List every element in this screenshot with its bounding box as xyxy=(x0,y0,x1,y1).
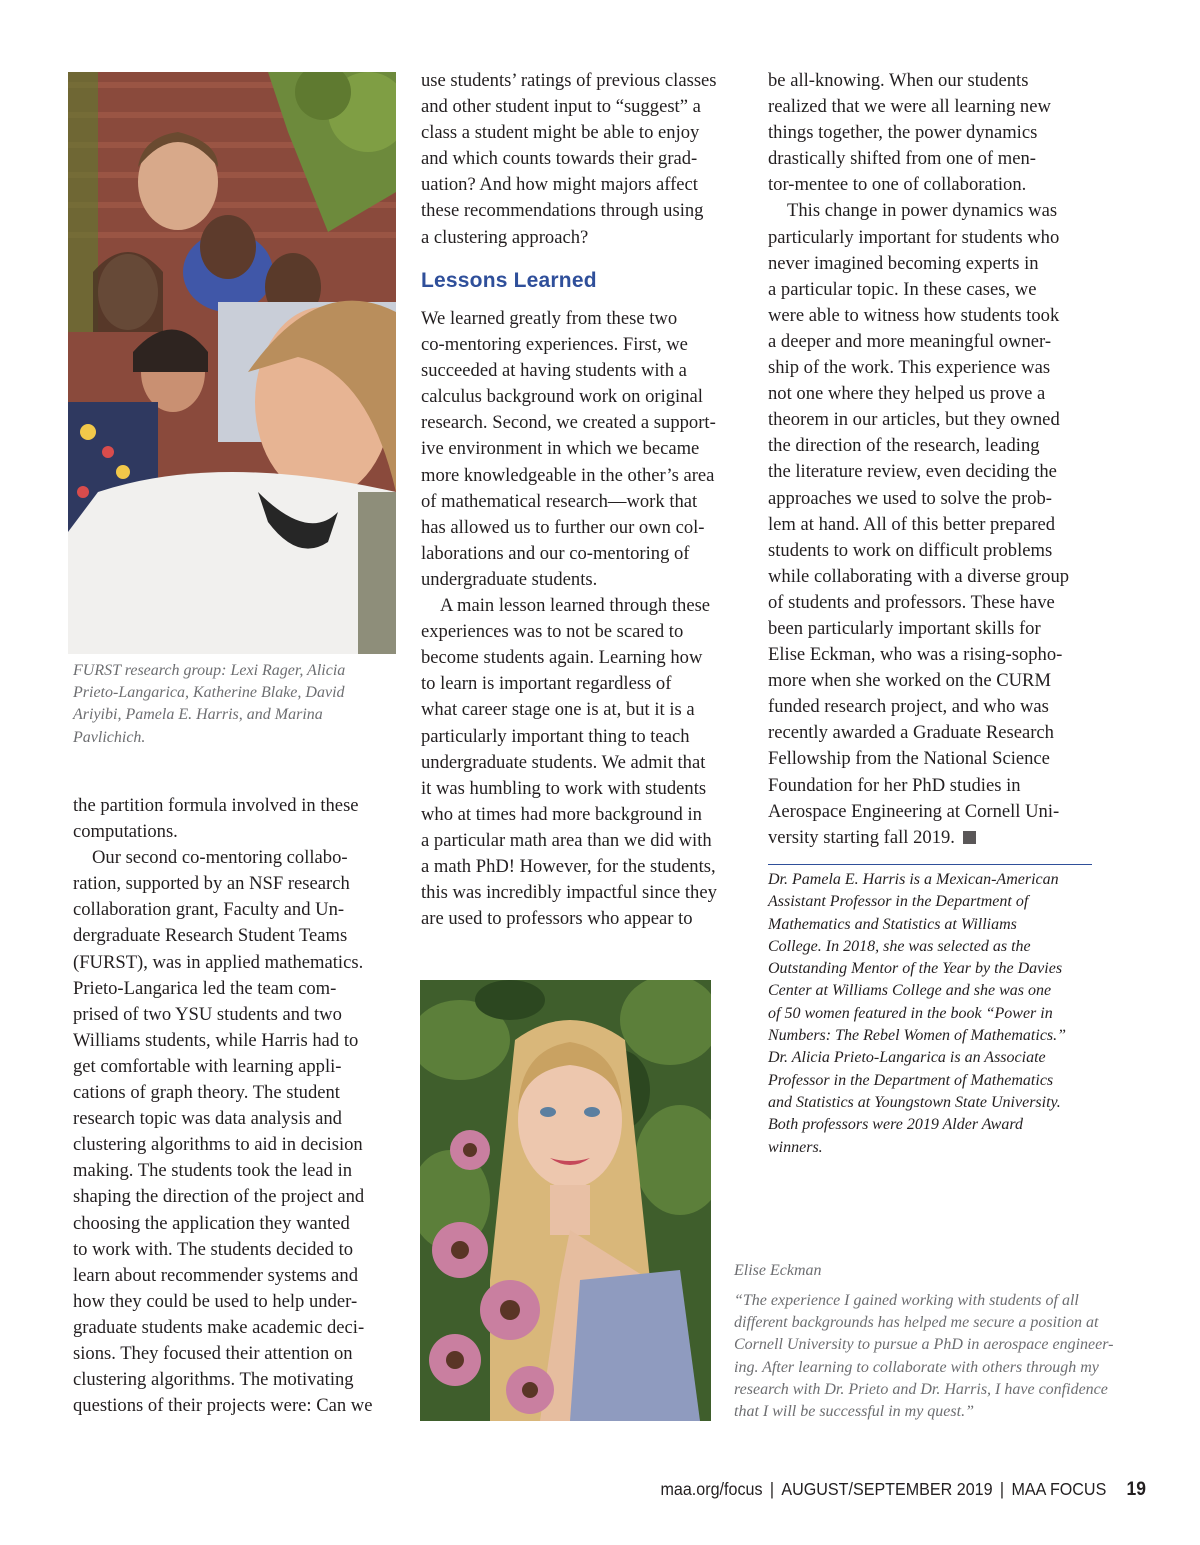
group-photo xyxy=(68,72,396,654)
paragraph xyxy=(421,306,717,593)
text-line: Williams students, while Harris had to xyxy=(73,1029,359,1051)
text-line: versity starting fall 2019. xyxy=(768,826,955,848)
page-number: 19 xyxy=(1126,1479,1146,1500)
bio-line: Mathematics and Statistics at Williams xyxy=(768,915,1017,933)
text-line-last xyxy=(768,825,1069,851)
text-line: shaping the direction of the project and xyxy=(73,1186,365,1208)
text-line: A main lesson learned through these xyxy=(440,595,711,617)
text-line: approaches we used to solve the prob- xyxy=(768,487,1052,509)
column-3 xyxy=(768,68,1069,851)
text-line: while collaborating with a diverse group xyxy=(768,565,1070,587)
text-line: making. The students took the lead in xyxy=(73,1160,353,1182)
bio-line: of 50 women featured in the book “Power in xyxy=(768,1004,1053,1022)
page-footer xyxy=(92,1479,1146,1501)
text-line: to work with. The students decided to xyxy=(73,1238,354,1260)
text-line: a clustering approach? xyxy=(421,226,589,248)
text-line: particularly important for students who xyxy=(768,226,1060,248)
text-line: clustering algorithms to aid in decision xyxy=(73,1134,363,1156)
text-line: tor-mentee to one of collaboration. xyxy=(768,174,1027,196)
portrait-photo xyxy=(420,980,711,1421)
text-line: how they could be used to help under- xyxy=(73,1290,358,1312)
quote-line: that I will be successful in my quest.” xyxy=(734,1403,974,1421)
text-line: Fellowship from the National Science xyxy=(768,748,1050,770)
text-line: of mathematical research—work that xyxy=(421,490,698,512)
text-line: graduate students make academic deci- xyxy=(73,1316,365,1338)
text-line: clustering algorithms. The motivating xyxy=(73,1369,354,1391)
text-line: research topic was data analysis and xyxy=(73,1108,342,1130)
text-line: become students again. Learning how xyxy=(421,647,703,669)
text-line: Prieto-Langarica led the team com- xyxy=(73,977,337,999)
footer-url[interactable]: maa.org/focus xyxy=(660,1479,763,1499)
text-line: a particular math area than we did with xyxy=(421,829,712,851)
caption-line: FURST research group: Lexi Rager, Alicia xyxy=(73,662,346,679)
column-1 xyxy=(73,793,372,1419)
text-line: co-mentoring experiences. First, we xyxy=(421,334,688,356)
text-line: ration, supported by an NSF research xyxy=(73,873,350,895)
text-line: succeeded at having students with a xyxy=(421,360,687,382)
text-line: cations of graph theory. The student xyxy=(73,1082,340,1104)
bio-line: College. In 2018, she was selected as the xyxy=(768,937,1031,955)
bio-line: Professor in the Department of Mathematics xyxy=(768,1071,1054,1089)
text-line: research. Second, we created a support- xyxy=(421,412,716,434)
text-line: experiences was to not be scared to xyxy=(421,621,684,643)
text-line: learn about recommender systems and xyxy=(73,1264,359,1286)
text-line: drastically shifted from one of men- xyxy=(768,148,1036,170)
paragraph xyxy=(421,68,717,251)
text-line: theorem in our articles, but they owned xyxy=(768,409,1060,431)
bio-divider xyxy=(768,864,1092,865)
text-line: laborations and our co-mentoring of xyxy=(421,542,690,564)
text-line: ship of the work. This experience was xyxy=(768,357,1051,379)
text-line: calculus background work on original xyxy=(421,386,703,408)
text-line: funded research project, and who was xyxy=(768,696,1049,718)
text-line: a particular topic. In these cases, we xyxy=(768,278,1037,300)
bio-line: Outstanding Mentor of the Year by the Davies xyxy=(768,960,1063,978)
text-line: the literature review, even deciding the xyxy=(768,461,1057,483)
text-line: computations. xyxy=(73,821,178,843)
text-line: be all-knowing. When our students xyxy=(768,70,1029,91)
text-line: and other student input to “suggest” a xyxy=(421,96,701,118)
text-line: a math PhD! However, for the students, xyxy=(421,855,716,877)
bio-line: winners. xyxy=(768,1138,823,1156)
text-line: never imagined becoming experts in xyxy=(768,252,1039,274)
text-line: undergraduate students. xyxy=(421,568,598,590)
text-line: undergraduate students. We admit that xyxy=(421,751,706,773)
text-line: more when she worked on the CURM xyxy=(768,670,1051,692)
text-line: Elise Eckman, who was a rising-sopho- xyxy=(768,644,1063,666)
end-of-article-mark xyxy=(963,831,976,844)
text-line: this was incredibly impactful since they xyxy=(421,882,717,904)
text-line: the partition formula involved in these xyxy=(73,795,359,816)
footer-separator: | xyxy=(999,1479,1005,1499)
caption-line: Pavlichich. xyxy=(73,728,146,746)
text-line: the direction of the research, leading xyxy=(768,435,1040,457)
bio-line: Both professors were 2019 Alder Award xyxy=(768,1116,1023,1134)
text-line: get comfortable with learning appli- xyxy=(73,1055,342,1077)
text-line: Foundation for her PhD studies in xyxy=(768,774,1021,796)
bio-line: Assistant Professor in the Department of xyxy=(768,893,1029,911)
text-line: choosing the application they wanted xyxy=(73,1212,350,1234)
paragraph xyxy=(73,793,372,845)
column-2 xyxy=(421,68,717,251)
text-line: This change in power dynamics was xyxy=(787,200,1058,222)
quote-line: different backgrounds has helped me secure a position at xyxy=(734,1314,1099,1332)
text-line: of students and professors. These have xyxy=(768,591,1055,613)
paragraph xyxy=(421,593,717,932)
footer-separator: | xyxy=(769,1479,775,1499)
text-line: uation? And how might majors affect xyxy=(421,174,698,196)
text-line: realized that we were all learning new xyxy=(768,96,1051,118)
quote-line: Cornell University to pursue a PhD in aerospace engineer- xyxy=(734,1336,1114,1354)
group-photo-illustration xyxy=(68,72,396,654)
pull-quote xyxy=(734,1290,1113,1423)
text-line: who at times had more background in xyxy=(421,803,702,825)
footer-magazine: MAA FOCUS xyxy=(1011,1479,1107,1499)
portrait-photo-illustration xyxy=(420,980,711,1421)
text-line: particularly important thing to teach xyxy=(421,725,690,747)
text-line: students to work on difficult problems xyxy=(768,539,1053,561)
column-2-continued xyxy=(421,306,717,932)
text-line: Aerospace Engineering at Cornell Uni- xyxy=(768,800,1060,822)
paragraph xyxy=(768,198,1069,850)
section-heading: Lessons Learned xyxy=(421,269,597,292)
text-line: recently awarded a Graduate Research xyxy=(768,722,1054,744)
text-line: ive environment in which we became xyxy=(421,438,700,460)
text-line: things together, the power dynamics xyxy=(768,122,1038,144)
quote-line: “The experience I gained working with students of all xyxy=(734,1292,1079,1309)
text-line: has allowed us to further our own col- xyxy=(421,516,705,538)
text-line: been particularly important skills for xyxy=(768,617,1041,639)
group-photo-caption xyxy=(73,660,345,749)
text-line: what career stage one is at, but it is a xyxy=(421,699,695,721)
paragraph xyxy=(768,68,1069,198)
text-line: more knowledgeable in the other’s area xyxy=(421,464,715,486)
bio-line: Dr. Pamela E. Harris is a Mexican-American xyxy=(768,871,1059,888)
text-line: prised of two YSU students and two xyxy=(73,1003,342,1025)
text-line: lem at hand. All of this better prepared xyxy=(768,513,1056,535)
text-line: are used to professors who appear to xyxy=(421,908,693,930)
text-line: class a student might be able to enjoy xyxy=(421,122,700,144)
text-line: to learn is important regardless of xyxy=(421,673,672,695)
text-line: We learned greatly from these two xyxy=(421,308,678,329)
text-line: sions. They focused their attention on xyxy=(73,1342,353,1364)
text-line: (FURST), was in applied mathematics. xyxy=(73,951,364,973)
text-line: dergraduate Research Student Teams xyxy=(73,925,348,947)
text-line: collaboration grant, Faculty and Un- xyxy=(73,899,345,921)
bio-line: Center at Williams College and she was one xyxy=(768,982,1052,1000)
caption-line: Ariyibi, Pamela E. Harris, and Marina xyxy=(73,706,323,724)
quote-attribution: Elise Eckman xyxy=(734,1262,822,1279)
text-line: not one where they helped us prove a xyxy=(768,383,1046,405)
bio-line: Dr. Alicia Prieto-Langarica is an Associate xyxy=(768,1049,1046,1067)
text-line: Our second co-mentoring collabo- xyxy=(92,847,348,869)
author-bio xyxy=(768,869,1066,1159)
text-line: use students’ ratings of previous classes xyxy=(421,70,717,91)
text-line: a deeper and more meaningful owner- xyxy=(768,330,1052,352)
text-line: were able to witness how students took xyxy=(768,304,1060,326)
text-line: and which counts towards their grad- xyxy=(421,148,698,170)
footer-issue: AUGUST/SEPTEMBER 2019 xyxy=(781,1479,993,1499)
caption-line: Prieto-Langarica, Katherine Blake, David xyxy=(73,684,345,702)
paragraph xyxy=(73,845,372,1419)
text-line: questions of their projects were: Can we xyxy=(73,1395,373,1417)
quote-line: research with Dr. Prieto and Dr. Harris, I have confidence xyxy=(734,1380,1108,1398)
text-line: these recommendations through using xyxy=(421,200,704,222)
text-line: it was humbling to work with students xyxy=(421,777,707,799)
bio-line: Numbers: The Rebel Women of Mathematics.” xyxy=(768,1027,1067,1045)
quote-line: ing. After learning to collaborate with others through my xyxy=(734,1358,1099,1376)
bio-line: and Statistics at Youngstown State University. xyxy=(768,1093,1061,1111)
